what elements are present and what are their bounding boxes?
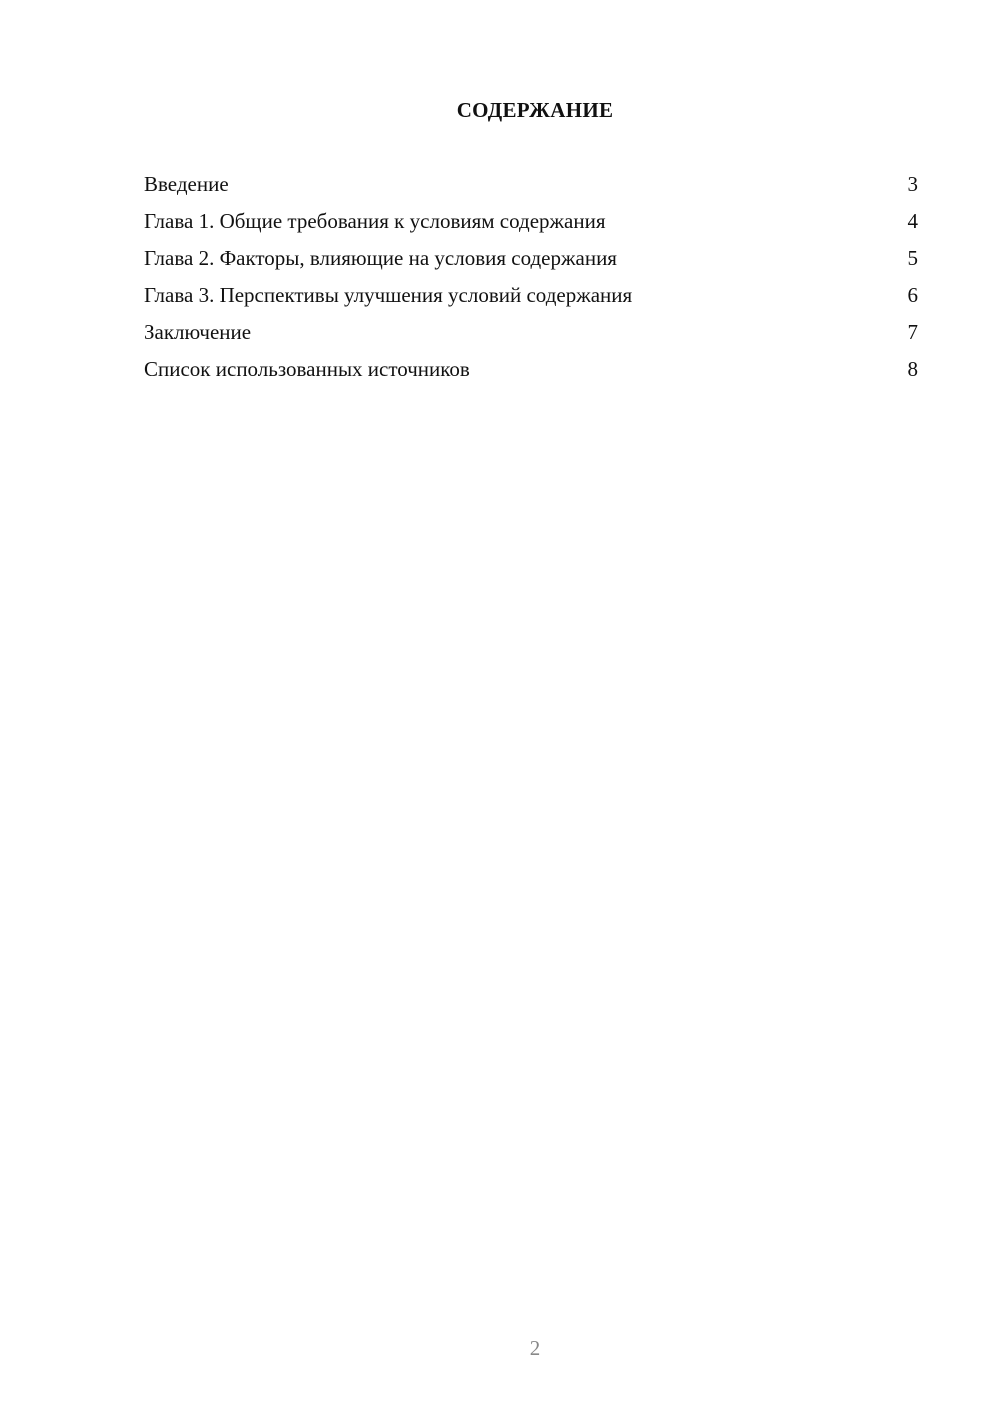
page-number: 2 [529,1336,541,1360]
toc-entry-label: Глава 1. Общие требования к условиям содержания [144,209,606,233]
toc-entry-page: 4 [907,209,918,233]
toc-entry-label: Заключение [144,320,252,344]
toc-entry-page: 7 [907,320,918,344]
toc-entry-introduction [144,170,918,207]
toc-entry-chapter-1 [144,207,918,244]
toc-entry-page: 6 [907,283,918,307]
toc-entry-label: Введение [144,172,229,196]
toc-entry-label: Глава 3. Перспективы улучшения условий содержания [144,283,633,307]
toc-entry-page: 5 [907,246,918,270]
table-of-contents [144,170,918,392]
toc-entry-chapter-2 [144,244,918,281]
toc-entry-chapter-3 [144,281,918,318]
toc-entry-page: 3 [907,172,918,196]
toc-entry-label: Глава 2. Факторы, влияющие на условия содержания [144,246,617,270]
toc-entry-label: Список использованных источников [144,357,470,381]
toc-entry-conclusion [144,318,918,355]
toc-entry-page: 8 [907,357,918,381]
page-title: СОДЕРЖАНИЕ [456,98,614,122]
toc-entry-references [144,355,918,392]
